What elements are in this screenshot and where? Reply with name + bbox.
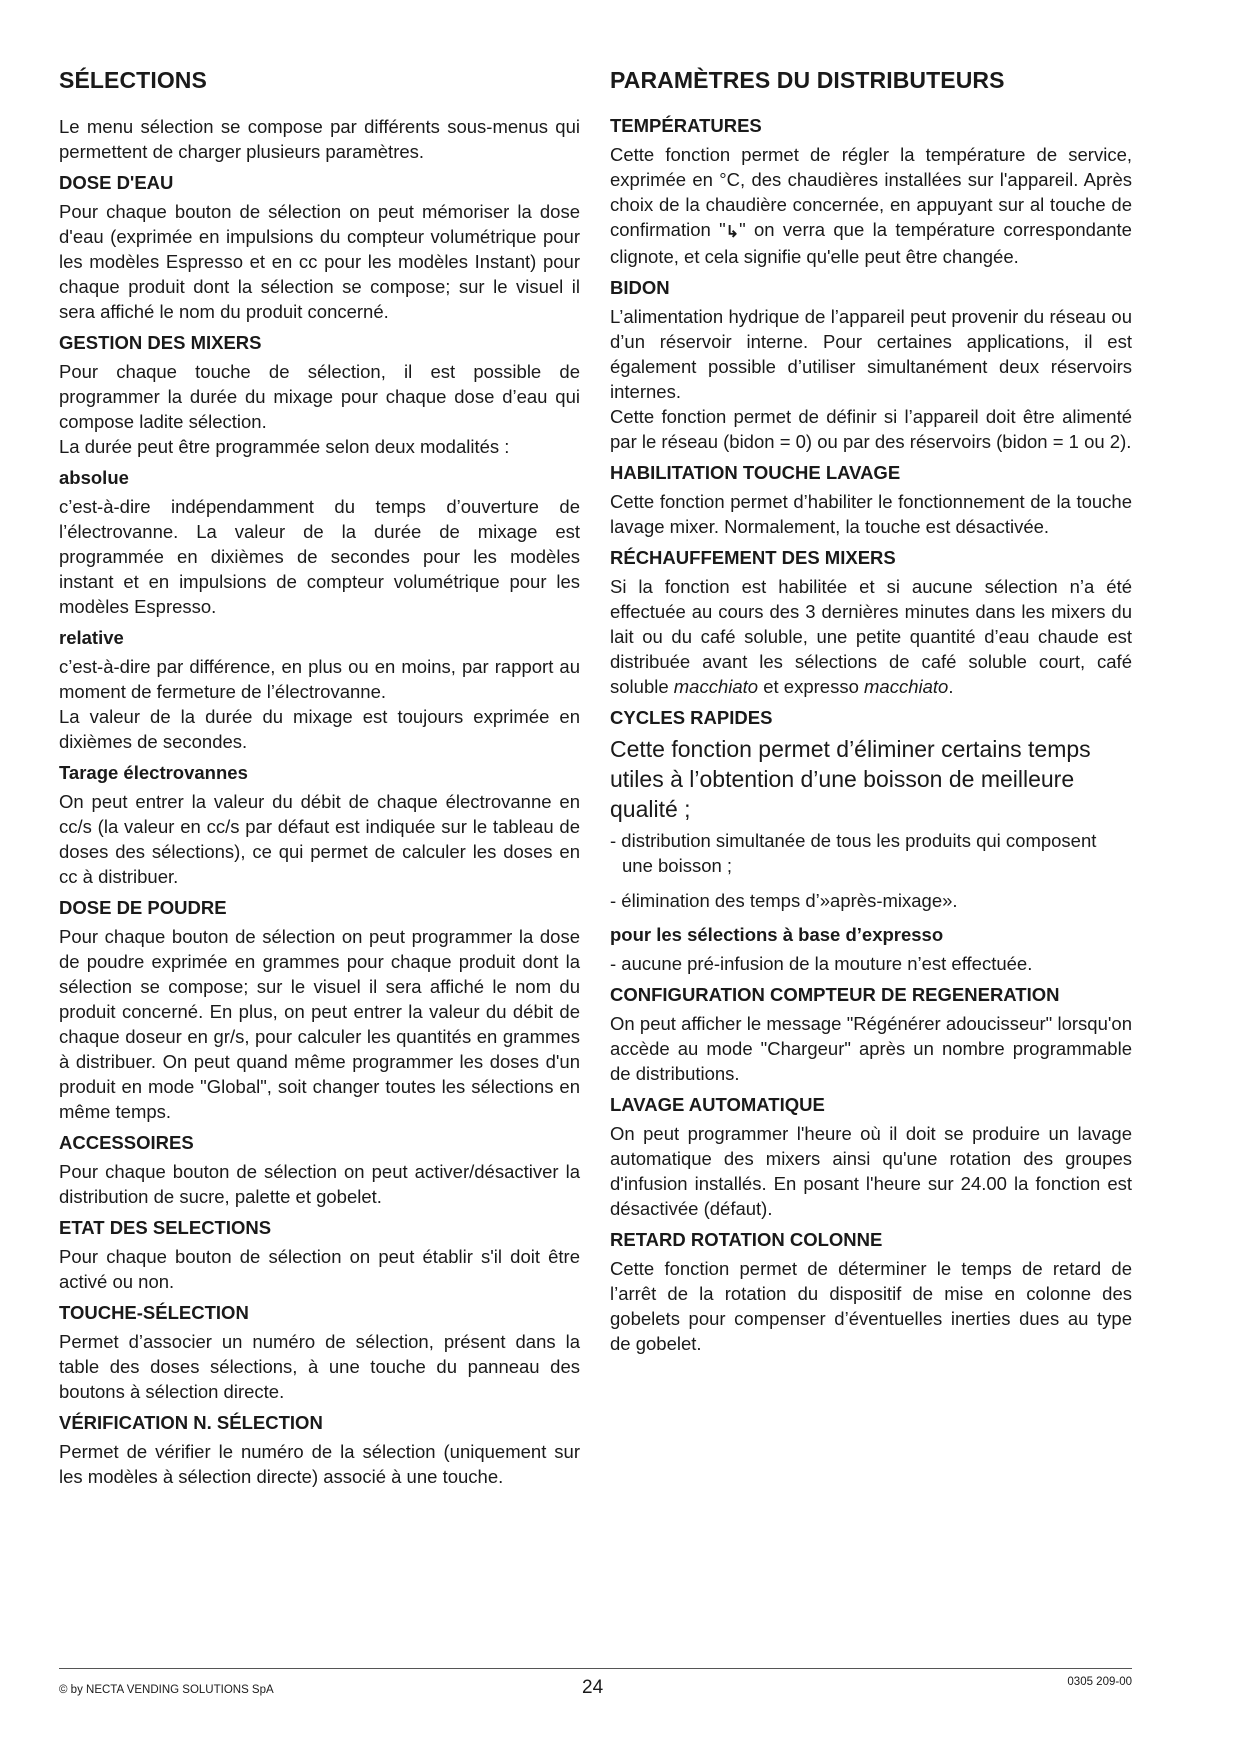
heading-relative: relative — [59, 627, 124, 648]
heading-cycles-rapides: CYCLES RAPIDES — [610, 707, 773, 728]
text-touche-lavage: Cette fonction permet d’habiliter le fonctionnement de la touche lavage mixer. Normalement, la touche est désactivée. — [610, 491, 1132, 537]
text-etat-selections: Pour chaque bouton de sélection on peut établir s'il doit être activé ou non. — [59, 1246, 580, 1292]
left-column — [59, 66, 580, 1489]
text-rechauffement: Si la fonction est habilitée et si aucune sélection n’a été effectuée au cours des 3 dernières minutes dans les mixers du lait ou du café soluble, une petite quantité d’eau chaude est distribuée avant les sélections de café soluble court, café soluble macchiato et expresso macchiato. — [610, 576, 1132, 697]
heading-temperatures: TEMPÉRATURES — [610, 115, 762, 136]
heading-retard: RETARD ROTATION COLONNE — [610, 1229, 883, 1250]
footer-divider — [59, 1668, 1132, 1669]
text-verification: Permet de vérifier le numéro de la sélection (uniquement sur les modèles à sélection directe) associé à une touche. — [59, 1441, 580, 1487]
heading-tarage: Tarage électrovannes — [59, 762, 248, 783]
text-compteur: On peut afficher le message "Régénérer adoucisseur" lorsqu'on accède au mode "Chargeur" après un nombre programmable de distributions. — [610, 1013, 1132, 1084]
list-item: - aucune pré-infusion de la mouture n’est effectuée. — [610, 953, 1033, 974]
heading-touche-lavage: HABILITATION TOUCHE LAVAGE — [610, 462, 901, 483]
heading-lavage-auto: LAVAGE AUTOMATIQUE — [610, 1094, 825, 1115]
confirm-arrow-icon: ↳ — [725, 224, 740, 241]
text-dose-eau: Pour chaque bouton de sélection on peut mémoriser la dose d'eau (exprimée en impulsions du compteur volumétrique pour les modèles Espresso et en cc pour les modèles Instant) pour chaque produit dont la sélection se compose; sur le visuel il sera affiché le nom du produit concerné. — [59, 201, 580, 322]
section-title-parametres: PARAMÈTRES DU DISTRIBUTEURS — [610, 67, 1005, 93]
heading-dose-poudre: DOSE DE POUDRE — [59, 897, 227, 918]
text-mixers-1: Pour chaque touche de sélection, il est possible de programmer la durée du mixage pour chaque dose d’eau qui compose ladite sélection. — [59, 361, 580, 432]
footer-copyright: © by NECTA VENDING SOLUTIONS SpA — [59, 1684, 274, 1696]
page-number: 24 — [582, 1677, 604, 1698]
heading-etat-selections: ETAT DES SELECTIONS — [59, 1217, 272, 1238]
text-touche-selection: Permet d’associer un numéro de sélection, présent dans la table des doses sélections, à une touche du panneau des boutons à sélection directe. — [59, 1331, 580, 1402]
text-dose-poudre: Pour chaque bouton de sélection on peut programmer la dose de poudre exprimée en grammes pour chaque produit dont la sélection se compose; sur le visuel il sera affiché le nom du produit concerné. En plus, on peut entrer la valeur du débit de chaque doseur en gr/s, pour calculer les quantités en grammes à distribuer. On peut quand même programmer les doses d'un produit en mode "Global", soit changer toutes les sélections en même temps. — [59, 926, 580, 1122]
heading-dose-eau: DOSE D'EAU — [59, 172, 174, 193]
right-column — [610, 66, 1132, 1356]
heading-rechauffement: RÉCHAUFFEMENT DES MIXERS — [610, 547, 896, 568]
text-bidon-2: Cette fonction permet de définir si l’appareil doit être alimenté par le réseau (bidon = 0) ou par des réservoirs (bidon = 1 ou 2). — [610, 406, 1132, 452]
text-absolue: c’est-à-dire indépendamment du temps d’ouverture de l’électrovanne. La valeur de la durée de mixage est programmée en dixièmes de secondes pour les modèles instant et en impulsions de compteur volumétrique pour les modèles Espresso. — [59, 496, 580, 617]
heading-compteur: CONFIGURATION COMPTEUR DE REGENERATION — [610, 984, 1060, 1005]
list-item: - distribution simultanée de tous les produits qui composent une boisson ; — [610, 830, 1097, 876]
text-tarage: On peut entrer la valeur du débit de chaque électrovanne en cc/s (la valeur en cc/s par défaut est indiquée sur le tableau de doses des sélections), ce qui permet de calculer les doses en cc à distribuer. — [59, 791, 580, 887]
heading-gestion-mixers: GESTION DES MIXERS — [59, 332, 262, 353]
selections-intro: Le menu sélection se compose par différents sous-menus qui permettent de charger plusieurs paramètres. — [59, 116, 580, 162]
text-mixers-2: La durée peut être programmée selon deux modalités : — [59, 436, 510, 457]
text-relative-1: c’est-à-dire par différence, en plus ou en moins, par rapport au moment de fermeture de l’électrovanne. — [59, 656, 580, 702]
text-relative-2: La valeur de la durée du mixage est toujours exprimée en dixièmes de secondes. — [59, 706, 580, 752]
text-cycles-large: Cette fonction permet d’éliminer certains temps utiles à l’obtention d’une boisson de meilleure qualité ; — [610, 736, 1091, 822]
text-lavage-auto: On peut programmer l'heure où il doit se produire un lavage automatique des mixers ainsi qu'une rotation des groupes d'infusion installés. En posant l'heure sur 24.00 la fonction est désactivée (défaut). — [610, 1123, 1132, 1219]
section-title-selections: SÉLECTIONS — [59, 67, 207, 93]
text-retard: Cette fonction permet de déterminer le temps de retard de l’arrêt de la rotation du dispositif de mise en colonne des gobelets pour compenser d’éventuelles inerties dues au type de gobelet. — [610, 1258, 1132, 1354]
heading-touche-selection: TOUCHE-SÉLECTION — [59, 1302, 249, 1323]
heading-absolue: absolue — [59, 467, 129, 488]
heading-expresso: pour les sélections à base d’expresso — [610, 924, 944, 945]
text-bidon-1: L’alimentation hydrique de l’appareil peut provenir du réseau ou d’un réservoir interne. Pour certaines applications, il est également possible d’utiliser simultanément deux réservoirs internes. — [610, 306, 1132, 402]
heading-bidon: BIDON — [610, 277, 670, 298]
document-code: 0305 209-00 — [1067, 1676, 1132, 1688]
text-temperatures: Cette fonction permet de régler la température de service, exprimée en °C, des chaudières installées sur l'appareil. Après choix de la chaudière concernée, en appuyant sur al touche de confirmation "↳" on verra que la température correspondante clignote, et cela signifie qu'elle peut être changée. — [610, 144, 1132, 267]
heading-accessoires: ACCESSOIRES — [59, 1132, 194, 1153]
list-item: - élimination des temps d’»après-mixage». — [610, 890, 958, 911]
text-accessoires: Pour chaque bouton de sélection on peut activer/désactiver la distribution de sucre, palette et gobelet. — [59, 1161, 580, 1207]
heading-verification: VÉRIFICATION N. SÉLECTION — [59, 1412, 323, 1433]
